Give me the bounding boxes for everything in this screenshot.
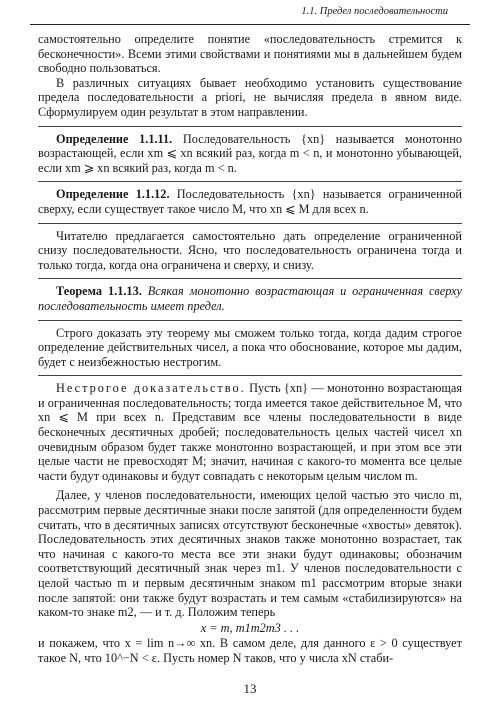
divider xyxy=(38,223,462,224)
definition-title: Определение 1.1.12. xyxy=(56,187,170,202)
proof-paragraph xyxy=(38,381,462,483)
paragraph-2: В различных ситуациях бывает необходимо установить существование предела последовательности a priori, не вычисляя предела в явном виде. Сформулируем один результат в этом направлении. xyxy=(38,75,462,119)
definition-text: Последовательность {xn} называется монотонно возрастающей, если xm ⩽ xn всякий раз, когда m < n, и монотонно убывающей, если xm ⩾ xn всякий раз, когда m < n. xyxy=(38,131,462,175)
page-body xyxy=(38,32,462,666)
proof-lead: Нестрогое доказательство. xyxy=(56,381,246,396)
paragraph-4: Строго доказать эту теорему мы сможем только тогда, когда дадим строгое определение действительных чисел, а пока что обоснование, которое мы дадим, будет с неизбежностью нестрогим. xyxy=(38,325,462,369)
theorem-1-1-13 xyxy=(38,284,462,313)
proof-text: Пусть {xn} — монотонно возрастающая и ограниченная последовательность; тогда имеется такое действительное M, что xn ⩽ M при всех n. Представим все члены последовательности в виде бесконечных десятичных дробей; последовательность целых частей чисел xn очевидным образом будет также монотонно возрастающей, и при этом все эти целые части не превосходят M; значит, начиная с какого-то момента все целые части будут одинаковы и будут совпадать с некоторым целым числом m. xyxy=(38,381,463,483)
definition-1-1-12 xyxy=(38,187,462,216)
divider xyxy=(38,278,462,279)
divider xyxy=(38,181,462,182)
running-header: 1.1. Предел последовательности xyxy=(301,6,448,17)
paragraph-6: Далее, у членов последовательности, имеющих целой частью это число m, рассмотрим первые десятичные знаки после запятой (для определенности будем считать, что в десятичных записях отсутствуют бесконечные «хвосты» девяток). Последовательность этих десятичных знаков также монотонно возрастает, так что начиная с какого-то места все эти знаки будут одинаковы; обозначим соответствующий десятичный знак через m1. У членов последовательности с целой частью m и первым десятичным знаком m1 рассмотрим вторые знаки после запятой: они также будут возрастать и тем самым «стабилизируются» на каком-то знаке m2, — и т. д. Положим теперь xyxy=(38,488,462,620)
theorem-title: Теорема 1.1.13. xyxy=(56,284,142,299)
divider xyxy=(38,126,462,127)
divider xyxy=(38,375,462,376)
paragraph-7: и покажем, что x = lim n→∞ xn. В самом деле, для данного ε > 0 существует такое N, что 10^−N < ε. Пусть номер N таков, что у числа xN стаби- xyxy=(38,636,462,665)
definition-1-1-11 xyxy=(38,132,462,176)
theorem-text: Всякая монотонно возрастающая и ограниченная сверху последовательность имеет предел. xyxy=(38,284,463,313)
definition-text: Последовательность {xn} называется ограниченной сверху, если существует такое число M, что xn ⩽ M для всех n. xyxy=(38,187,462,216)
formula: x = m, m1m2m3 . . . xyxy=(200,620,300,635)
header-rule xyxy=(30,24,470,25)
paragraph-1: самостоятельно определите понятие «последовательность стремится к бесконечности». Всеми этими свойствами и понятиями мы в дальнейшем будем свободно пользоваться. xyxy=(38,32,462,76)
page-number: 13 xyxy=(243,681,257,696)
definition-title: Определение 1.1.11. xyxy=(56,131,173,146)
divider xyxy=(38,320,462,321)
paragraph-3: Читателю предлагается самостоятельно дать определение ограниченной снизу последовательности. Ясно, что последовательность ограничена тогда и только тогда, когда она ограничена и сверху, и снизу. xyxy=(38,228,462,272)
